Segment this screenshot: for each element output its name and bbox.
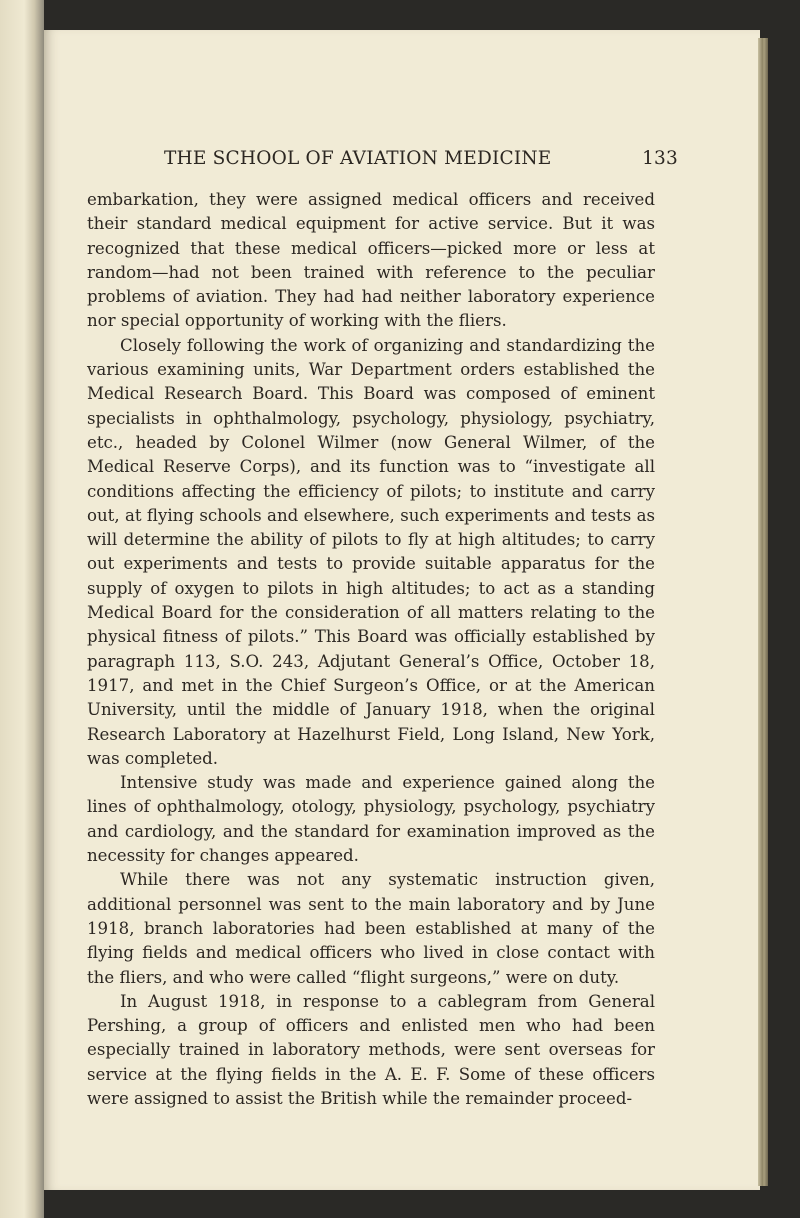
paragraph-august-1918: In August 1918, in response to a cablegram from General Pershing, a group of officers and enlisted men who had been especially trained in laboratory methods, were sent overseas for service at the flying fields in the A. E. F. Some of these officers were assigned to assist the British while the remainder proceed-: [87, 991, 655, 1108]
running-head-title: THE SCHOOL OF AVIATION MEDICINE: [164, 148, 552, 169]
page-number: 133: [642, 148, 678, 169]
facing-page-edge: [0, 0, 44, 1218]
body-text: [87, 188, 655, 1111]
paragraph-intensive-study: Intensive study was made and experience gained along the lines of ophthalmology, otology, physiology, psychology, psychiatry and cardiology, and the standard for examination improved as the necessity for changes appeared.: [87, 773, 655, 866]
running-head: [164, 148, 678, 169]
paragraph-continued: embarkation, they were assigned medical officers and received their standard medical equipment for active service. But it was recognized that these medical officers—picked more or less at random—had not been trained with reference to the peculiar problems of aviation. They had had neither laboratory experience nor special opportunity of working with the fliers.: [87, 190, 655, 331]
page-stack-edge: [758, 38, 768, 1186]
paragraph-flight-surgeons: While there was not any systematic instruction given, additional personnel was sent to the main laboratory and by June 1918, branch laboratories had been established at many of the flying fields and medical officers who lived in close contact with the fliers, and who were called “flight surgeons,” were on duty.: [87, 870, 655, 987]
paragraph-medical-research-board: Closely following the work of organizing and standardizing the various examining units, War Department orders established the Medical Research Board. This Board was composed of eminent specialists in ophthalmology, psychology, physiology, psychiatry, etc., headed by Colonel Wilmer (now General Wilmer, of the Medical Reserve Corps), and its function was to “investigate all conditions affecting the efficiency of pilots; to institute and carry out, at flying schools and elsewhere, such experiments and tests as will determine the ability of pilots to fly at high altitudes; to carry out experiments and tests to provide suitable apparatus for the supply of oxygen to pilots in high altitudes; to act as a standing Medical Board for the consideration of all matters relating to the physical fitness of pilots.” This Board was officially established by paragraph 113, S.O. 243, Adjutant General’s Office, October 18, 1917, and met in the Chief Surgeon’s Office, or at the American University, until the middle of January 1918, when the original Research Laboratory at Hazelhurst Field, Long Island, New York, was completed.: [87, 335, 655, 768]
